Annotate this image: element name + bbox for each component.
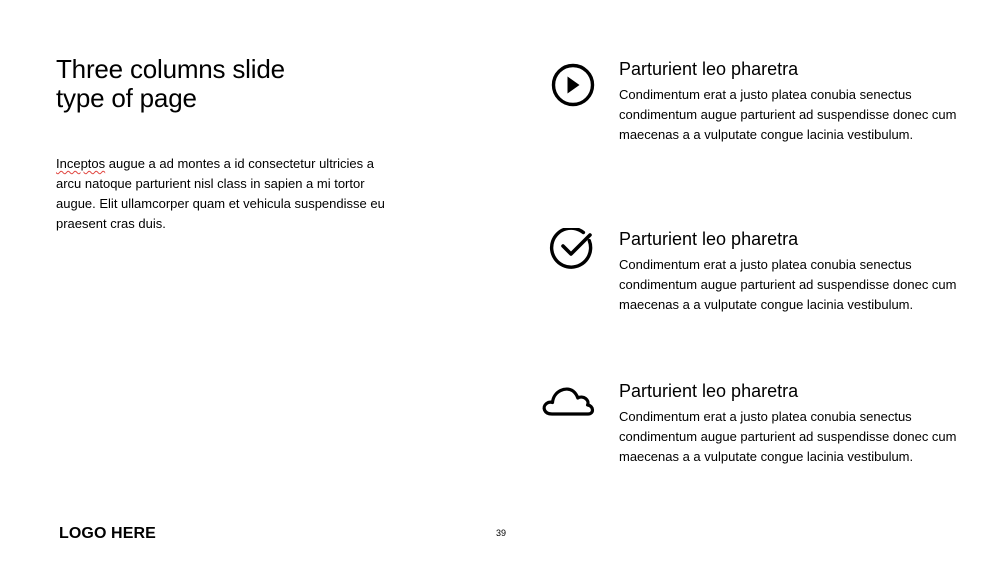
feature-body: Condimentum erat a justo platea conubia senectus condimentum augue parturient ad suspendisse donec cum maecenas a a vulputate congue lacinia vestibulum. — [619, 257, 957, 312]
play-circle-icon — [540, 58, 596, 114]
spellcheck-flagged-word: Inceptos — [56, 156, 106, 171]
feature-item-check — [540, 228, 960, 328]
feature-body: Condimentum erat a justo platea conubia senectus condimentum augue parturient ad suspendisse donec cum maecenas a a vulputate congue lacinia vestibulum. — [619, 409, 957, 464]
feature-item-play — [540, 58, 960, 158]
feature-item-cloud — [540, 380, 960, 480]
intro-paragraph — [56, 154, 386, 234]
cloud-icon — [540, 380, 596, 436]
page-number: 39 — [496, 528, 507, 538]
check-circle-icon — [540, 228, 596, 284]
intro-text: augue a ad montes a id consectetur ultricies a arcu natoque parturient nisl class in sapien a mi tortor augue. Elit ullamcorper quam et vehicula suspendisse eu praesent cras duis. — [56, 156, 385, 231]
feature-body: Condimentum erat a justo platea conubia senectus condimentum augue parturient ad suspendisse donec cum maecenas a a vulputate congue lacinia vestibulum. — [619, 87, 957, 142]
slide-title — [56, 55, 376, 113]
feature-title: Parturient leo pharetra — [619, 381, 799, 401]
feature-title: Parturient leo pharetra — [619, 59, 799, 79]
feature-title: Parturient leo pharetra — [619, 229, 799, 249]
slide-title-line-1: Three columns slide — [56, 54, 285, 84]
slide-title-line-2: type of page — [56, 83, 197, 113]
logo-placeholder: LOGO HERE — [59, 525, 156, 542]
